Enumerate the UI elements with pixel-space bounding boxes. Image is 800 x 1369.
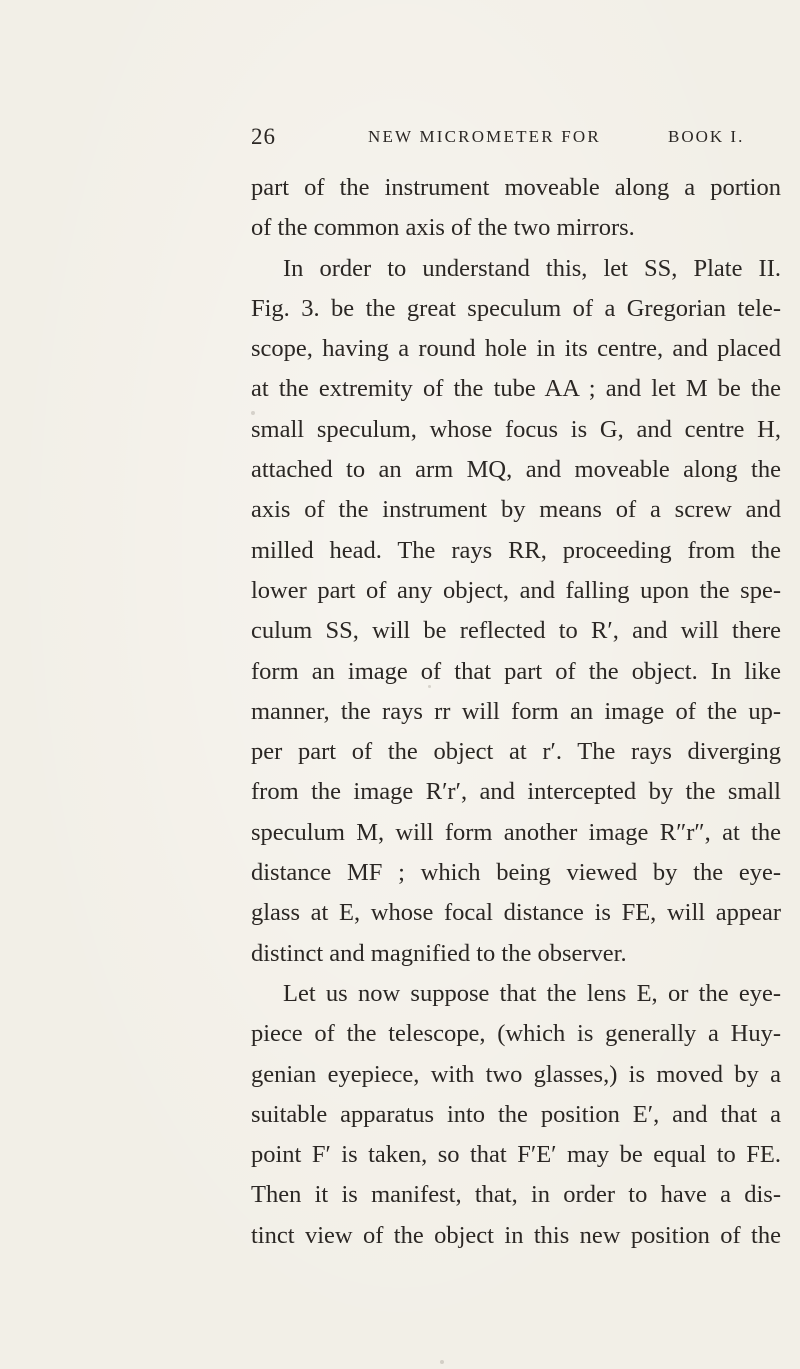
text-line: of the common axis of the two mirrors. <box>251 214 635 242</box>
text-line: Then it is manifest, that, in order to have a dis- <box>251 1181 781 1209</box>
text-line: Let us now suppose that the lens E, or the eye- <box>283 979 781 1007</box>
text-line: piece of the telescope, (which is generally a Huy- <box>251 1020 781 1048</box>
text-line: per part of the object at r′. The rays diverging <box>251 738 781 766</box>
text-line: attached to an arm MQ, and moveable along the <box>251 456 781 484</box>
text-line: small speculum, whose focus is G, and centre H, <box>251 415 781 443</box>
text-line: scope, having a round hole in its centre, and placed <box>251 335 781 363</box>
text-line: glass at E, whose focal distance is FE, will appear <box>251 899 781 927</box>
text-line: In order to understand this, let SS, Plate II. <box>283 254 781 282</box>
text-line: milled head. The rays RR, proceeding from the <box>251 536 781 564</box>
text-line: from the image R′r′, and intercepted by the small <box>251 778 781 806</box>
text-line: at the extremity of the tube AA ; and let M be the <box>251 375 781 403</box>
page-number: 26 <box>251 124 276 149</box>
paper-speck <box>428 685 431 688</box>
book-label: BOOK I. <box>668 127 745 146</box>
text-line: culum SS, will be reflected to R′, and will there <box>251 617 781 645</box>
text-line: suitable apparatus into the position E′, and that a <box>251 1100 781 1128</box>
page-header <box>0 124 800 154</box>
text-line: genian eyepiece, with two glasses,) is moved by a <box>251 1060 781 1088</box>
text-line: axis of the instrument by means of a screw and <box>251 496 781 524</box>
text-line: point F′ is taken, so that F′E′ may be equal to FE. <box>251 1141 781 1169</box>
text-line: distinct and magnified to the observer. <box>251 939 627 967</box>
text-line: part of the instrument moveable along a portion <box>251 174 781 201</box>
paper-speck <box>251 411 255 415</box>
running-title: NEW MICROMETER FOR <box>368 127 601 146</box>
text-line: tinct view of the object in this new position of the <box>251 1221 781 1249</box>
paper-speck <box>440 1360 444 1364</box>
text-line: lower part of any object, and falling upon the spe- <box>251 576 781 604</box>
text-line: form an image of that part of the object. In like <box>251 657 781 685</box>
body-text <box>251 168 781 1256</box>
text-line: distance MF ; which being viewed by the eye- <box>251 859 781 887</box>
text-line: speculum M, will form another image R″r″, at the <box>251 818 781 846</box>
text-line: Fig. 3. be the great speculum of a Gregorian tele- <box>251 294 781 322</box>
text-line: manner, the rays rr will form an image of the up- <box>251 697 781 725</box>
